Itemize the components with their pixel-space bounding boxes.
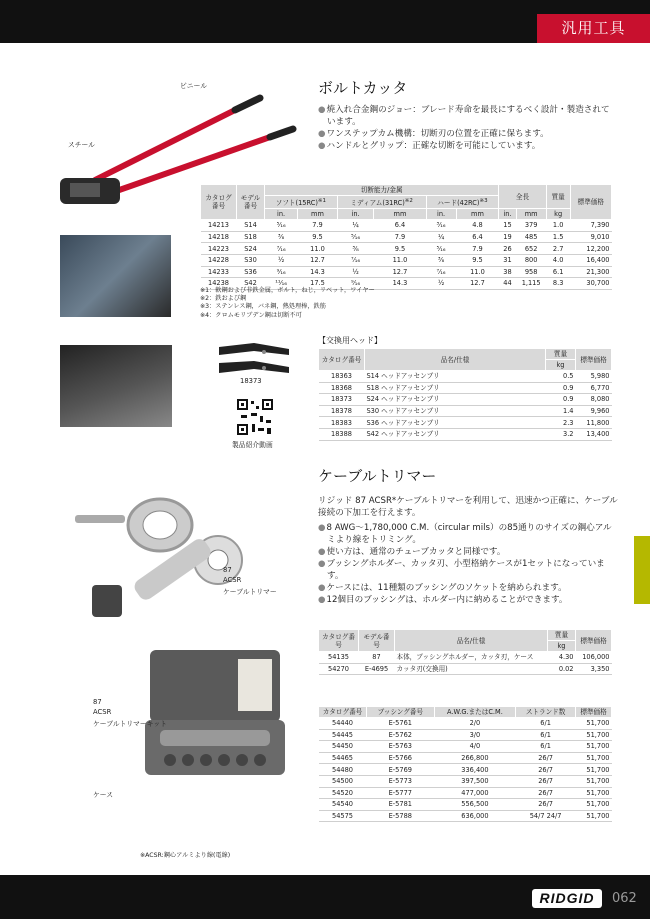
th-capacity: 切断能力/金属	[265, 185, 499, 196]
table-row	[201, 231, 612, 243]
table-cell: ⁵⁄₁₆	[265, 220, 298, 232]
table-row	[319, 752, 612, 764]
table-cell: 26/7	[516, 764, 576, 776]
table-cell: 1.4	[546, 405, 576, 417]
case-label: ケース	[93, 791, 114, 799]
note: ※1：軟鋼および非鉄金属，ボルト，ねじ，リベット，ワイヤー	[200, 287, 375, 294]
head-image	[214, 335, 294, 380]
table-cell: 9,010	[570, 231, 611, 243]
table-cell: 11.0	[298, 243, 338, 255]
table-cell: 16,400	[570, 254, 611, 266]
table-cell: E-5788	[367, 810, 435, 822]
table-cell: ¼	[337, 220, 374, 232]
table-cell: 26/7	[516, 775, 576, 787]
table-cell: 4/0	[434, 741, 516, 753]
table-cell: 54/7 24/7	[516, 810, 576, 822]
table-row	[319, 718, 612, 730]
bolt-spec-table	[200, 184, 612, 290]
table-cell: 54520	[319, 787, 367, 799]
table-row	[319, 394, 612, 406]
table-cell: 51,700	[576, 752, 612, 764]
table-cell: 3.2	[546, 428, 576, 440]
table-cell: 556,500	[434, 799, 516, 811]
table-cell: S30 ヘッドアッセンブリ	[365, 405, 546, 417]
unit: mm	[516, 209, 546, 220]
table-cell: ³⁄₁₆	[426, 220, 456, 232]
table-cell: 14218	[201, 231, 237, 243]
table-cell: ¼	[426, 231, 456, 243]
table-cell: S14	[237, 220, 265, 232]
table-cell: 44	[499, 278, 516, 290]
table-cell: 12.7	[298, 254, 338, 266]
page-number: 062	[612, 891, 637, 906]
th-awg: A.W.G.またはC.M.	[434, 707, 516, 718]
table-cell: 6.4	[374, 220, 426, 232]
bullet: ● 12個目のブッシングは、ホルダー内に納めることができます。	[318, 594, 618, 606]
table-cell: 14228	[201, 254, 237, 266]
table-cell: E-5773	[367, 775, 435, 787]
table-row	[319, 417, 612, 429]
table-cell: ⁹⁄₁₆	[337, 278, 374, 290]
table-cell: 54450	[319, 741, 367, 753]
trimmer-table-2	[318, 706, 612, 822]
table-cell: 6.4	[456, 231, 499, 243]
table-cell: 12.7	[456, 278, 499, 290]
table-cell: 636,000	[434, 810, 516, 822]
trimmer-bullets	[318, 522, 618, 606]
label-87: 87	[223, 566, 232, 574]
th-weight: 質量	[548, 630, 576, 641]
table-cell: 17.5	[298, 278, 338, 290]
th-name: 品名/仕様	[395, 630, 548, 652]
table-cell: 38	[499, 266, 516, 278]
table-cell: 18368	[319, 382, 365, 394]
unit: in.	[337, 209, 374, 220]
table-cell: S42	[237, 278, 265, 290]
table-cell: 0.5	[546, 371, 576, 383]
ridgid-logo: RIDGID	[532, 889, 602, 908]
table-cell: E-5769	[367, 764, 435, 776]
table-cell: 2.7	[546, 243, 570, 255]
th-hard: ハード$(42RC)^{※3}$	[426, 196, 499, 209]
table-cell: 51,700	[576, 741, 612, 753]
table-row	[201, 254, 612, 266]
unit: in.	[499, 209, 516, 220]
bullet: ● ケースには、11種類のブッシングのソケットを納められます。	[318, 582, 618, 594]
table-cell: 2.3	[546, 417, 576, 429]
table-cell: E-5762	[367, 729, 435, 741]
table-cell: ⁷⁄₁₆	[426, 266, 456, 278]
unit: mm	[374, 209, 426, 220]
table-cell: S42 ヘッドアッセンブリ	[365, 428, 546, 440]
table-cell: 4.8	[456, 220, 499, 232]
table-cell: 51,700	[576, 764, 612, 776]
unit: mm	[456, 209, 499, 220]
table-cell: 6.1	[546, 266, 570, 278]
table-row	[319, 371, 612, 383]
table-cell: 3,350	[576, 663, 612, 675]
trimmer-table-1	[318, 629, 612, 675]
table-cell: S18	[237, 231, 265, 243]
table-cell: 14.3	[298, 266, 338, 278]
table-cell: ½	[265, 254, 298, 266]
table-cell: 54440	[319, 718, 367, 730]
table-cell: 30,700	[570, 278, 611, 290]
table-row	[201, 220, 612, 232]
th-price: 標準価格	[576, 630, 612, 652]
unit: kg	[546, 360, 576, 371]
table-cell: 11.0	[456, 266, 499, 278]
table-cell: ½	[426, 278, 456, 290]
table-cell: 3/0	[434, 729, 516, 741]
table-cell: 51,700	[576, 799, 612, 811]
table-cell: 8.3	[546, 278, 570, 290]
table-cell: 51,700	[576, 729, 612, 741]
table-cell: 12.7	[374, 266, 426, 278]
table-row	[319, 787, 612, 799]
table-cell: S18 ヘッドアッセンブリ	[365, 382, 546, 394]
table-cell: ⁷⁄₁₆	[337, 254, 374, 266]
table-row	[319, 652, 612, 664]
th-model: モデル番号	[237, 185, 265, 220]
table-row	[319, 729, 612, 741]
th-price: 標準価格	[576, 707, 612, 718]
bolt-cutter-title: ボルトカッタ	[318, 79, 408, 97]
table-cell: 652	[516, 243, 546, 255]
table-cell: ⁵⁄₁₆	[337, 231, 374, 243]
table-cell: 7.9	[374, 231, 426, 243]
qr-code[interactable]	[236, 398, 274, 436]
bullet: ● 焼入れ合金鋼のジョー：ブレード寿命を最長にするべく設計・製造されています。	[318, 104, 618, 128]
unit: kg	[546, 209, 570, 220]
note: ※4：クロムモリブデン鋼は切断不可	[200, 311, 302, 319]
th-medium: ミディアム$(31RC)^{※2}$	[337, 196, 426, 209]
table-cell: 397,500	[434, 775, 516, 787]
table-cell: 14.3	[374, 278, 426, 290]
section-label: 汎用工具	[537, 14, 650, 43]
table-cell: E-5766	[367, 752, 435, 764]
table-cell: 51,700	[576, 810, 612, 822]
table-cell: 477,000	[434, 787, 516, 799]
table-cell: 0.02	[548, 663, 576, 675]
bullet: ● ブッシングホルダー、カッタ刃、小型格納ケースが1セットになっています。	[318, 558, 618, 582]
trimmer-intro: リジッド 87 ACSR*ケーブルトリマーを利用して、迅速かつ正確に、ケーブル接続の下加工を行えます。	[318, 496, 618, 518]
unit: mm	[298, 209, 338, 220]
table-cell: 本体，ブッシングホルダー，カッタ刃，ケース	[395, 652, 548, 664]
th-soft: ソフト$(15RC)^{※1}$	[265, 196, 338, 209]
table-cell: 54500	[319, 775, 367, 787]
table-cell: 266,800	[434, 752, 516, 764]
th-weight: 質量	[546, 185, 570, 209]
table-row	[319, 428, 612, 440]
table-cell: 0.9	[546, 382, 576, 394]
table-row	[319, 764, 612, 776]
table-cell: 0.9	[546, 394, 576, 406]
table-cell: 54480	[319, 764, 367, 776]
table-cell: 6/1	[516, 729, 576, 741]
table-cell: 2/0	[434, 718, 516, 730]
kit-label-name: ケーブルトリマーキット	[93, 720, 167, 728]
table-cell: 18388	[319, 428, 365, 440]
acsr-footnote: ※ACSR:鋼心アルミより線(電線)	[140, 852, 231, 859]
case-image	[140, 645, 290, 785]
th-bushing: ブッシング番号	[367, 707, 435, 718]
table-row	[201, 243, 612, 255]
table-cell: ³⁄₈	[265, 231, 298, 243]
table-cell: 18363	[319, 371, 365, 383]
table-cell: 9.5	[374, 243, 426, 255]
table-cell: 6/1	[516, 741, 576, 753]
head-label: 18373	[240, 377, 262, 385]
table-cell: 54540	[319, 799, 367, 811]
table-cell: 54445	[319, 729, 367, 741]
table-cell: S36	[237, 266, 265, 278]
table-cell: 5,980	[576, 371, 612, 383]
table-cell: 6,770	[576, 382, 612, 394]
table-cell: S14 ヘッドアッセンブリ	[365, 371, 546, 383]
table-row	[319, 405, 612, 417]
table-cell: 9.5	[298, 231, 338, 243]
table-cell: E-5763	[367, 741, 435, 753]
th-price: 標準価格	[570, 185, 611, 220]
table-cell: S36 ヘッドアッセンブリ	[365, 417, 546, 429]
kit-label-acsr: ACSR	[93, 708, 112, 716]
th-catalog: カタログ番号	[201, 185, 237, 220]
table-cell: E-5761	[367, 718, 435, 730]
table-cell: 26/7	[516, 752, 576, 764]
th-catalog: カタログ番号	[319, 630, 359, 652]
table-cell: 1.5	[546, 231, 570, 243]
table-cell: 4.0	[546, 254, 570, 266]
table-cell: 7.9	[298, 220, 338, 232]
table-cell: 31	[499, 254, 516, 266]
bolt-notes	[200, 287, 375, 320]
cable-trimmer-image	[70, 490, 245, 630]
table-cell: 11,800	[576, 417, 612, 429]
table-row	[319, 775, 612, 787]
table-cell: 51,700	[576, 718, 612, 730]
bullet: ● 8 AWG～1,780,000 C.M.（circular mils）の85通りのサイズの鋼心アルミより線をトリミング。	[318, 522, 618, 546]
table-row	[201, 266, 612, 278]
table-cell: 18378	[319, 405, 365, 417]
table-cell: 7.9	[456, 243, 499, 255]
table-cell: 87	[359, 652, 395, 664]
table-cell: 14213	[201, 220, 237, 232]
th-strand: ストランド数	[516, 707, 576, 718]
th-price: 標準価格	[576, 349, 612, 371]
note: ※2：鉄および鋼	[200, 295, 247, 303]
label-steel: スチール	[68, 141, 95, 149]
th-model: モデル番号	[359, 630, 395, 652]
table-cell: 14233	[201, 266, 237, 278]
table-cell: 51,700	[576, 787, 612, 799]
table-cell: 4.30	[548, 652, 576, 664]
th-weight: 質量	[546, 349, 576, 360]
label-acsr: ACSR	[223, 576, 242, 584]
table-cell: 26/7	[516, 799, 576, 811]
table-cell: 8,080	[576, 394, 612, 406]
table-cell: ³⁄₈	[337, 243, 374, 255]
table-cell: 1.0	[546, 220, 570, 232]
table-cell: 485	[516, 231, 546, 243]
table-cell: 54465	[319, 752, 367, 764]
table-cell: S24	[237, 243, 265, 255]
table-cell: 800	[516, 254, 546, 266]
bullet: ● 使い方は、通常のチューブカッタと同様です。	[318, 546, 618, 558]
table-cell: 13,400	[576, 428, 612, 440]
table-cell: ½	[337, 266, 374, 278]
table-cell: 15	[499, 220, 516, 232]
table-cell: S30	[237, 254, 265, 266]
construction-photo	[60, 235, 171, 317]
th-catalog: カタログ番号	[319, 707, 367, 718]
table-cell: 21,300	[570, 266, 611, 278]
table-cell: E-5777	[367, 787, 435, 799]
table-cell: 54575	[319, 810, 367, 822]
table-cell: S24 ヘッドアッセンブリ	[365, 394, 546, 406]
table-cell: 106,000	[576, 652, 612, 664]
label-trimmer: ケーブルトリマー	[223, 588, 277, 596]
heads-table	[318, 348, 612, 441]
table-cell: 9.5	[456, 254, 499, 266]
label-vinyl: ビニール	[180, 82, 208, 90]
table-cell: E-4695	[359, 663, 395, 675]
table-cell: ⁵⁄₁₆	[426, 243, 456, 255]
qr-label: 製品紹介動画	[232, 441, 273, 449]
table-cell: 14223	[201, 243, 237, 255]
table-cell: ⁷⁄₁₆	[265, 243, 298, 255]
table-cell: ³⁄₈	[426, 254, 456, 266]
table-cell: 54135	[319, 652, 359, 664]
table-cell: 26	[499, 243, 516, 255]
table-cell: ¹¹⁄₁₆	[265, 278, 298, 290]
table-cell: 26/7	[516, 787, 576, 799]
trimmer-title: ケーブルトリマー	[318, 467, 437, 485]
heads-title: 【交換用ヘッド】	[318, 336, 382, 345]
table-cell: 11.0	[374, 254, 426, 266]
table-cell: 12,200	[570, 243, 611, 255]
unit: in.	[265, 209, 298, 220]
table-cell: 18373	[319, 394, 365, 406]
table-cell: 9,960	[576, 405, 612, 417]
table-cell: 14238	[201, 278, 237, 290]
th-length: 全長	[499, 185, 546, 209]
side-tab	[634, 536, 650, 604]
table-cell: 379	[516, 220, 546, 232]
table-row	[319, 741, 612, 753]
table-cell: 18383	[319, 417, 365, 429]
bolt-bullets	[318, 104, 618, 152]
table-row	[319, 382, 612, 394]
kit-label-87: 87	[93, 698, 102, 706]
th-catalog: カタログ番号	[319, 349, 365, 371]
bullet: ● ハンドルとグリップ：正確な切断を可能にしています。	[318, 140, 618, 152]
th-name: 品名/仕様	[365, 349, 546, 371]
unit: in.	[426, 209, 456, 220]
note: ※3：ステンレス鋼，バネ鋼，熱処理棒，鉄筋	[200, 303, 326, 311]
table-row	[319, 799, 612, 811]
table-cell: カッタ刃(交換用)	[395, 663, 548, 675]
table-row	[319, 663, 612, 675]
table-cell: 6/1	[516, 718, 576, 730]
table-row	[319, 810, 612, 822]
unit: kg	[548, 641, 576, 652]
table-cell: 7,390	[570, 220, 611, 232]
table-cell: 51,700	[576, 775, 612, 787]
table-cell: ⁹⁄₁₆	[265, 266, 298, 278]
chain-photo	[60, 345, 172, 427]
bullet: ● ワンステップカム機構：切断刃の位置を正確に保ちます。	[318, 128, 618, 140]
table-cell: 1,115	[516, 278, 546, 290]
table-cell: 958	[516, 266, 546, 278]
table-cell: 336,400	[434, 764, 516, 776]
table-cell: E-5781	[367, 799, 435, 811]
table-cell: 19	[499, 231, 516, 243]
table-cell: 54270	[319, 663, 359, 675]
